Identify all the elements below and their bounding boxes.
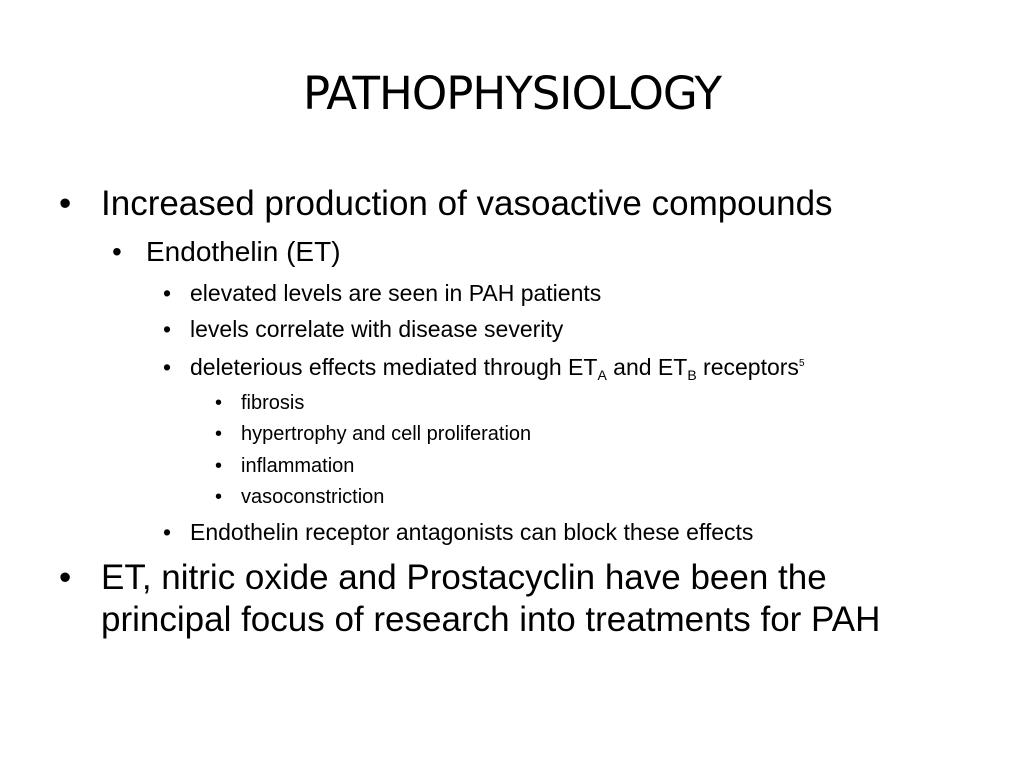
bullet-dot: • (163, 519, 172, 545)
bullet-text-line1: ET, nitric oxide and Prostacyclin have been the (101, 558, 827, 597)
bullet-dot: • (163, 316, 172, 342)
bullet-text-a: deleterious effects mediated through ET (190, 354, 598, 380)
subscript-a: A (597, 367, 607, 383)
bullet-dot: • (163, 354, 172, 380)
bullet-text: levels correlate with disease severity (190, 316, 564, 342)
bullet-dot: • (112, 236, 122, 267)
bullet-increased-production (59, 183, 833, 225)
bullet-dot: • (215, 486, 223, 508)
bullet-text: Increased production of vasoactive compounds (101, 184, 833, 223)
bullet-endothelin (112, 235, 341, 269)
bullet-text-line2: principal focus of research into treatments for PAH (101, 600, 881, 639)
bullet-hypertrophy (215, 422, 532, 446)
bullet-text-c: receptors (696, 354, 799, 380)
bullet-receptor-antagonists (163, 518, 754, 546)
bullet-dot: • (163, 280, 172, 306)
bullet-dot: • (215, 423, 223, 445)
bullet-text: inflammation (241, 455, 355, 477)
bullet-text: Endothelin (ET) (146, 236, 341, 267)
bullet-deleterious-effects (163, 353, 805, 383)
bullet-research-focus (59, 557, 881, 641)
bullet-dot: • (215, 392, 223, 414)
bullet-text: Endothelin receptor antagonists can block these effects (190, 519, 754, 545)
bullet-dot: • (215, 455, 223, 477)
bullet-dot: • (59, 184, 72, 223)
bullet-inflammation (215, 454, 355, 478)
bullet-elevated-levels (163, 279, 602, 307)
bullet-text: fibrosis (241, 392, 305, 414)
subscript-b: B (687, 367, 697, 383)
bullet-vasoconstriction (215, 485, 385, 509)
bullet-text-b: and ET (606, 354, 688, 380)
bullet-text: hypertrophy and cell proliferation (241, 423, 532, 445)
bullet-text: elevated levels are seen in PAH patients (190, 280, 602, 306)
reference-marker: 5 (798, 358, 805, 369)
bullet-fibrosis (215, 391, 305, 415)
slide-title: PATHOPHYSIOLOGY (302, 67, 721, 120)
bullet-levels-correlate (163, 315, 564, 343)
bullet-dot: • (59, 558, 72, 597)
bullet-text: vasoconstriction (241, 486, 385, 508)
